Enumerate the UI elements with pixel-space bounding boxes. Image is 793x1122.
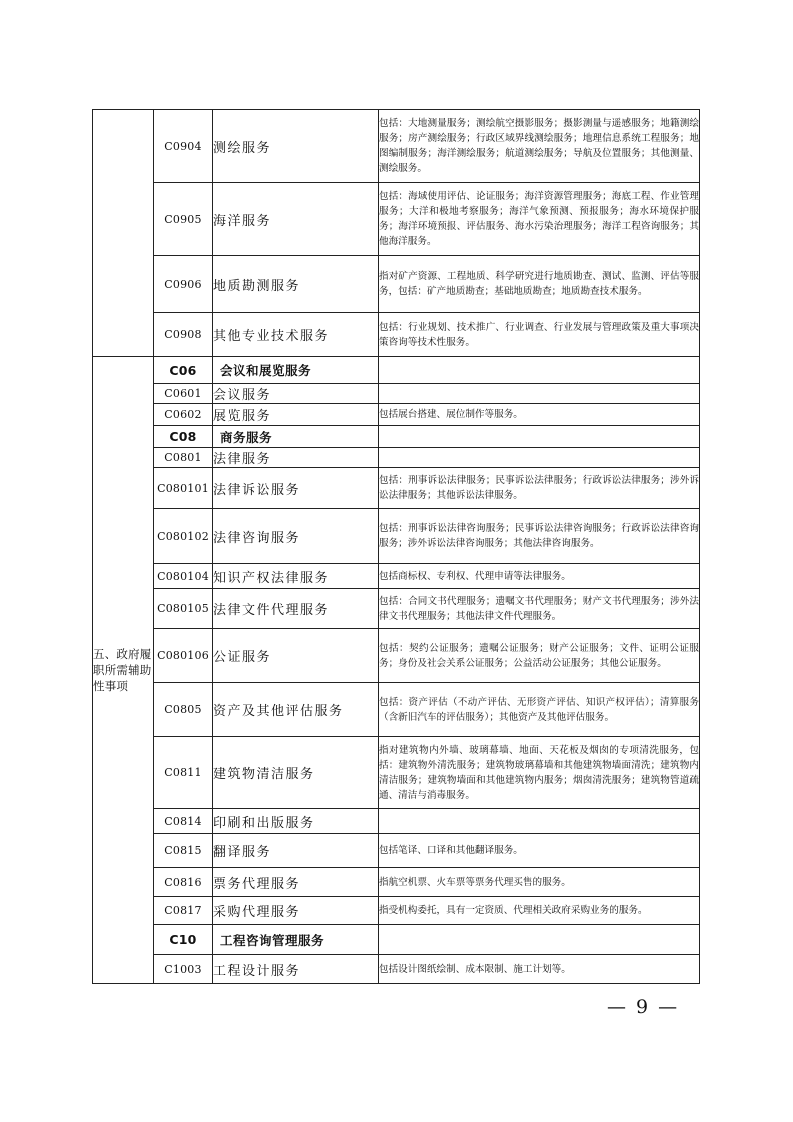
service-code: C1003: [154, 955, 213, 984]
classification-table-container: [92, 109, 699, 984]
service-code: C0815: [154, 834, 213, 868]
service-code: C0601: [154, 384, 213, 404]
service-name: 翻译服务: [213, 834, 379, 868]
table-row: [93, 404, 700, 426]
service-code: C080102: [154, 509, 213, 564]
service-code: C06: [154, 357, 213, 384]
table-row: [93, 110, 700, 183]
table-row: [93, 834, 700, 868]
table-row: [93, 564, 700, 589]
category-cell: 五、政府履职所需辅助性事项: [93, 357, 154, 984]
table-row: [93, 629, 700, 683]
service-name: 其他专业技术服务: [213, 313, 379, 357]
table-row: [93, 809, 700, 834]
table-row: [93, 509, 700, 564]
service-description: 指受机构委托，具有一定资质、代理相关政府采购业务的服务。: [379, 897, 700, 925]
table-row: [93, 868, 700, 897]
service-name: 海洋服务: [213, 183, 379, 256]
service-code: C0817: [154, 897, 213, 925]
service-name: 展览服务: [213, 404, 379, 426]
service-description: 指对建筑物内外墙、玻璃幕墙、地面、天花板及烟囱的专项清洗服务，包括：建筑物外清洗服务；建筑物玻璃幕墙和其他建筑物墙面清洗；建筑物内清洁服务；建筑物墙面和其他建筑物内服务；烟囱清洗服务；建筑物管道疏通、清洁与消毒服务。: [379, 737, 700, 809]
service-code: C0811: [154, 737, 213, 809]
service-description: [379, 426, 700, 448]
service-description: 包括商标权、专利权、代理申请等法律服务。: [379, 564, 700, 589]
service-name: 法律诉讼服务: [213, 468, 379, 509]
service-description: 包括：合同文书代理服务；遗嘱文书代理服务；财产文书代理服务；涉外法律文书代理服务；其他法律文件代理服务。: [379, 589, 700, 629]
service-name: 会议服务: [213, 384, 379, 404]
service-description: 包括笔译、口译和其他翻译服务。: [379, 834, 700, 868]
service-code: C0805: [154, 683, 213, 737]
table-row: [93, 468, 700, 509]
service-description: [379, 448, 700, 468]
service-description: [379, 357, 700, 384]
service-code: C0602: [154, 404, 213, 426]
service-name: 法律服务: [213, 448, 379, 468]
table-row: [93, 897, 700, 925]
service-name: 采购代理服务: [213, 897, 379, 925]
service-name: 公证服务: [213, 629, 379, 683]
service-name: 测绘服务: [213, 110, 379, 183]
table-row: [93, 313, 700, 357]
service-name: 工程设计服务: [213, 955, 379, 984]
service-name: 票务代理服务: [213, 868, 379, 897]
table-row: [93, 448, 700, 468]
table-row: [93, 183, 700, 256]
service-description: 指对矿产资源、工程地质、科学研究进行地质勘查、测试、监测、评估等服务，包括：矿产地质勘查；基础地质勘查；地质勘查技术服务。: [379, 256, 700, 313]
service-code: C0814: [154, 809, 213, 834]
service-description: 包括：刑事诉讼法律咨询服务；民事诉讼法律咨询服务；行政诉讼法律咨询服务；涉外诉讼法律咨询服务；其他法律咨询服务。: [379, 509, 700, 564]
service-description: 包括：刑事诉讼法律服务；民事诉讼法律服务；行政诉讼法律服务；涉外诉讼法律服务；其他诉讼法律服务。: [379, 468, 700, 509]
table-row-section: [93, 426, 700, 448]
service-name: 工程咨询管理服务: [213, 925, 379, 955]
service-description: 指航空机票、火车票等票务代理买售的服务。: [379, 868, 700, 897]
service-description: [379, 809, 700, 834]
service-name: 会议和展览服务: [213, 357, 379, 384]
service-name: 知识产权法律服务: [213, 564, 379, 589]
service-description: [379, 384, 700, 404]
table-row-section: [93, 357, 700, 384]
service-name: 法律文件代理服务: [213, 589, 379, 629]
table-row-section: [93, 925, 700, 955]
service-name: 建筑物清洁服务: [213, 737, 379, 809]
service-name: 商务服务: [213, 426, 379, 448]
service-description: 包括展台搭建、展位制作等服务。: [379, 404, 700, 426]
table-row: [93, 589, 700, 629]
service-code: C080105: [154, 589, 213, 629]
service-name: 资产及其他评估服务: [213, 683, 379, 737]
service-code: C0908: [154, 313, 213, 357]
service-code: C10: [154, 925, 213, 955]
service-description: 包括：大地测量服务；测绘航空摄影服务；摄影测量与遥感服务；地籍测绘服务；房产测绘服务；行政区域界线测绘服务；地理信息系统工程服务；地图编制服务；海洋测绘服务；航道测绘服务；导航及位置服务；其他测量、测绘服务。: [379, 110, 700, 183]
service-code: C080104: [154, 564, 213, 589]
table-row: [93, 384, 700, 404]
service-code: C080106: [154, 629, 213, 683]
service-name: 地质勘测服务: [213, 256, 379, 313]
service-code: C0904: [154, 110, 213, 183]
service-description: 包括：行业规划、技术推广、行业调查、行业发展与管理政策及重大事项决策咨询等技术性服务。: [379, 313, 700, 357]
category-cell-continued: [93, 110, 154, 357]
service-code: C080101: [154, 468, 213, 509]
service-code: C0816: [154, 868, 213, 897]
table-row: [93, 256, 700, 313]
service-description: 包括：契约公证服务；遗嘱公证服务；财产公证服务；文件、证明公证服务；身份及社会关系公证服务；公益活动公证服务；其他公证服务。: [379, 629, 700, 683]
service-code: C0906: [154, 256, 213, 313]
service-code: C0905: [154, 183, 213, 256]
service-code: C08: [154, 426, 213, 448]
service-description: [379, 925, 700, 955]
service-name: 法律咨询服务: [213, 509, 379, 564]
service-description: 包括：海域使用评估、论证服务；海洋资源管理服务；海底工程、作业管理服务；大洋和极地考察服务；海洋气象预测、预报服务；海水环境保护服务；海洋环境预报、评估服务、海水污染治理服务；海洋工程咨询服务；其他海洋服务。: [379, 183, 700, 256]
service-code: C0801: [154, 448, 213, 468]
service-description: 包括：资产评估（不动产评估、无形资产评估、知识产权评估）；清算服务（含新旧汽车的评估服务）；其他资产及其他评估服务。: [379, 683, 700, 737]
page-number: — 9 —: [607, 996, 680, 1018]
service-classification-table: [92, 109, 700, 984]
table-row: [93, 737, 700, 809]
table-row: [93, 683, 700, 737]
service-name: 印刷和出版服务: [213, 809, 379, 834]
service-description: 包括设计图纸绘制、成本限制、施工计划等。: [379, 955, 700, 984]
table-row: [93, 955, 700, 984]
